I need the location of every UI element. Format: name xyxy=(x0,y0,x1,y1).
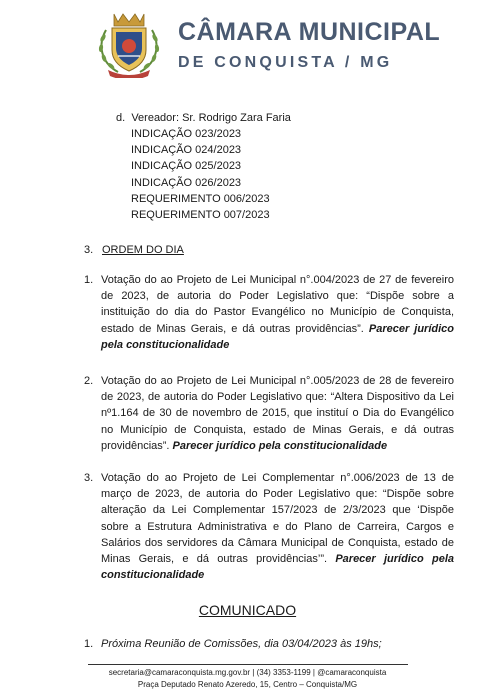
section-heading xyxy=(84,242,184,258)
footer-address: Praça Deputado Renato Azeredo, 15, Centro – Conquista/MG xyxy=(137,680,358,689)
agenda-item xyxy=(84,470,454,583)
agenda-number: 3. xyxy=(84,472,94,484)
agenda-item xyxy=(84,272,454,353)
councilor-item: INDICAÇÃO 025/2023 xyxy=(131,160,242,173)
agenda-number: 2. xyxy=(84,375,94,387)
agenda-text: Votação do ao Projeto de Lei Municipal n°.005/2023 de 28 de fevereiro de 2023, de autoria do Poder Legislativo que: “Altera Dispositivo da Lei nº1.164 de 30 de novembro de 2015, que instituí o Dia do Evangélico no Município de Conquista, estado de Minas Gerais, e dá outras providências”. xyxy=(101,375,454,452)
agenda-verdict: Parecer jurídico pela constitucionalidade xyxy=(101,553,454,582)
councilor-item: REQUERIMENTO 006/2023 xyxy=(131,192,270,205)
councilor-letter: d. xyxy=(116,112,126,124)
councilor-item: INDICAÇÃO 023/2023 xyxy=(131,128,242,140)
municipal-seal-icon xyxy=(96,10,162,78)
chamber-title: CÂMARA MUNICIPAL xyxy=(178,18,441,46)
councilor-heading xyxy=(116,110,291,126)
councilor-item: INDICAÇÃO 024/2023 xyxy=(131,144,242,157)
agenda-verdict: Parecer jurídico pela constitucionalidade xyxy=(101,322,455,351)
agenda-item xyxy=(84,373,454,454)
letterhead xyxy=(0,0,495,90)
agenda-text: Votação do ao Projeto de Lei Complementar n°.006/2023 de 13 de março de 2023, de autoria do Poder Legislativo que: “Dispõe sobre alteração da Lei Complementar 157/2023 de 2/3/2023 que ‘Dispõe sobre a Estrutura Administrativa e do Plano de Carreira, Cargos e Salários dos servidores da Câmara Municipal de Conquista, estado de Minas Gerais, e dá outras providências’”. xyxy=(101,472,454,566)
chamber-subtitle: DE CONQUISTA / MG xyxy=(178,54,393,71)
agenda-text: Votação do ao Projeto de Lei Municipal n°.004/2023 de 27 de fevereiro de 2023, de autoria do Poder Legislativo que: “Dispõe sobre a instituição do dia do Pastor Evangélico no Município de Conquista, estado de Minas Gerais, e dá outras providências”. xyxy=(101,274,454,335)
comunicado-number: 1. xyxy=(84,638,94,650)
comunicado-heading: COMUNICADO xyxy=(198,602,297,618)
section-title: ORDEM DO DIA xyxy=(102,244,184,256)
agenda-verdict: Parecer jurídico pela constitucionalidade xyxy=(172,439,388,452)
councilor-name: Vereador: Sr. Rodrigo Zara Faria xyxy=(131,112,291,124)
footer-divider xyxy=(88,664,408,665)
councilor-items xyxy=(131,126,270,223)
agenda-number: 1. xyxy=(84,274,94,286)
councilor-item: INDICAÇÃO 026/2023 xyxy=(131,176,242,189)
comunicado-text: Próxima Reunião de Comissões, dia 03/04/2023 às 19hs; xyxy=(101,638,382,650)
footer-contact: secretaria@camaraconquista.mg.gov.br | (34) 3353-1199 | @camaraconquista xyxy=(108,668,387,677)
comunicado-item xyxy=(84,636,382,652)
section-number: 3. xyxy=(84,244,94,256)
councilor-item: REQUERIMENTO 007/2023 xyxy=(131,208,270,221)
